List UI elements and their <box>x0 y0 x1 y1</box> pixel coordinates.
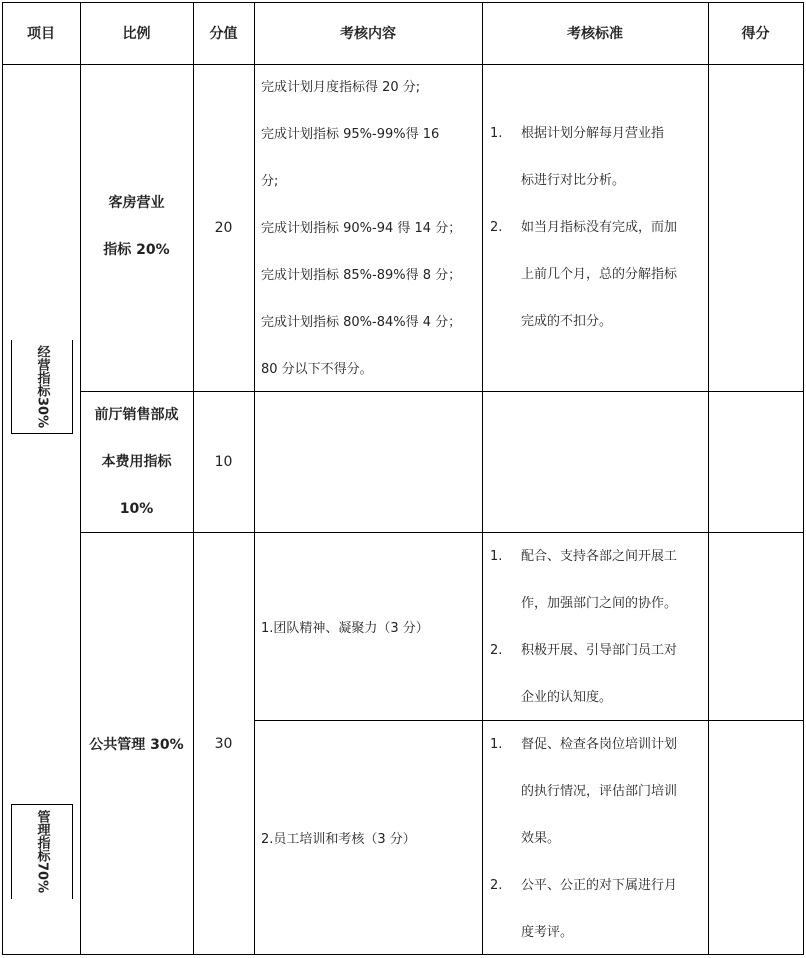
value-front-office-cost: 10 <box>214 454 233 470</box>
standard-room-revenue <box>490 110 704 345</box>
ratio-front-office-line1: 前厅销售部成 <box>94 406 179 423</box>
list-number: 2. <box>490 643 503 658</box>
value-public-management: 30 <box>214 735 233 752</box>
ratio-room-revenue <box>80 180 193 274</box>
ratio-room-revenue-line1: 客房营业 <box>108 195 165 211</box>
ratio-room-revenue-line2: 指标 20% <box>103 242 170 258</box>
ratio-front-office-line3: 10% <box>119 500 154 517</box>
standard-team-spirit <box>490 533 704 721</box>
standard-line: 督促、检查各岗位培训计划 <box>521 737 678 752</box>
list-item <box>490 862 704 956</box>
header-ratio: 比例 <box>122 26 151 42</box>
standard-line: 公平、公正的对下属进行月 <box>521 878 678 893</box>
standard-line: 根据计划分解每月营业指 <box>521 126 665 141</box>
standard-line: 上前几个月，总的分解指标 <box>521 267 678 282</box>
list-item <box>490 721 704 862</box>
content-line: 完成计划指标 90%-94 得 14 分； <box>261 221 462 236</box>
content-line: 完成计划指标 95%-99%得 16 <box>261 127 440 142</box>
list-number: 1. <box>490 549 503 564</box>
standard-line: 的执行情况，评估部门培训 <box>521 784 678 799</box>
value-room-revenue: 20 <box>214 220 233 236</box>
header-score-value: 分值 <box>209 26 238 42</box>
content-line: 完成计划月度指标得 20 分; <box>261 80 421 95</box>
header-standard: 考核标准 <box>567 26 623 42</box>
content-line: 完成计划指标 80%-84%得 4 分； <box>261 315 462 330</box>
standard-line: 如当月指标没有完成，而加 <box>521 220 678 235</box>
header-item: 项目 <box>27 26 55 42</box>
category-business: 经营指标30% <box>11 340 73 434</box>
ratio-front-office-cost <box>80 392 193 532</box>
content-line: 80 分以下不得分。 <box>261 362 373 377</box>
content-line: 完成计划指标 85%-89%得 8 分； <box>261 268 462 283</box>
ratio-front-office-line2: 本费用指标 <box>101 453 172 470</box>
list-number: 2. <box>490 878 503 893</box>
standard-line: 企业的认知度。 <box>521 690 613 705</box>
list-number: 1. <box>490 737 503 752</box>
content-room-revenue <box>261 64 483 393</box>
list-number: 2. <box>490 220 503 235</box>
col-divider-5 <box>708 2 709 955</box>
list-item <box>490 627 704 721</box>
content-staff-training: 2.员工培训和考核（3 分） <box>261 832 416 847</box>
list-item <box>490 110 704 204</box>
list-number: 1. <box>490 126 503 141</box>
table-border-left <box>2 2 3 955</box>
content-team-spirit: 1.团队精神、凝聚力（3 分） <box>261 621 429 636</box>
list-item <box>490 533 704 627</box>
ratio-public-management: 公共管理 30% <box>89 736 184 753</box>
standard-line: 配合、支持各部之间开展工 <box>521 549 678 564</box>
standard-line: 作，加强部门之间的协作。 <box>521 596 678 611</box>
content-line: 分; <box>261 174 279 189</box>
standard-line: 标进行对比分析。 <box>521 173 626 188</box>
standard-staff-training <box>490 721 704 956</box>
col-divider-3 <box>254 2 255 955</box>
standard-line: 度考评。 <box>521 925 574 940</box>
category-management: 管理指标70% <box>11 804 73 899</box>
header-score: 得分 <box>741 26 770 42</box>
header-content: 考核内容 <box>340 26 396 42</box>
standard-line: 效果。 <box>521 831 561 846</box>
table-border-right <box>803 2 804 955</box>
list-item <box>490 204 704 345</box>
standard-line: 完成的不扣分。 <box>521 314 613 329</box>
standard-line: 积极开展、引导部门员工对 <box>521 643 678 658</box>
